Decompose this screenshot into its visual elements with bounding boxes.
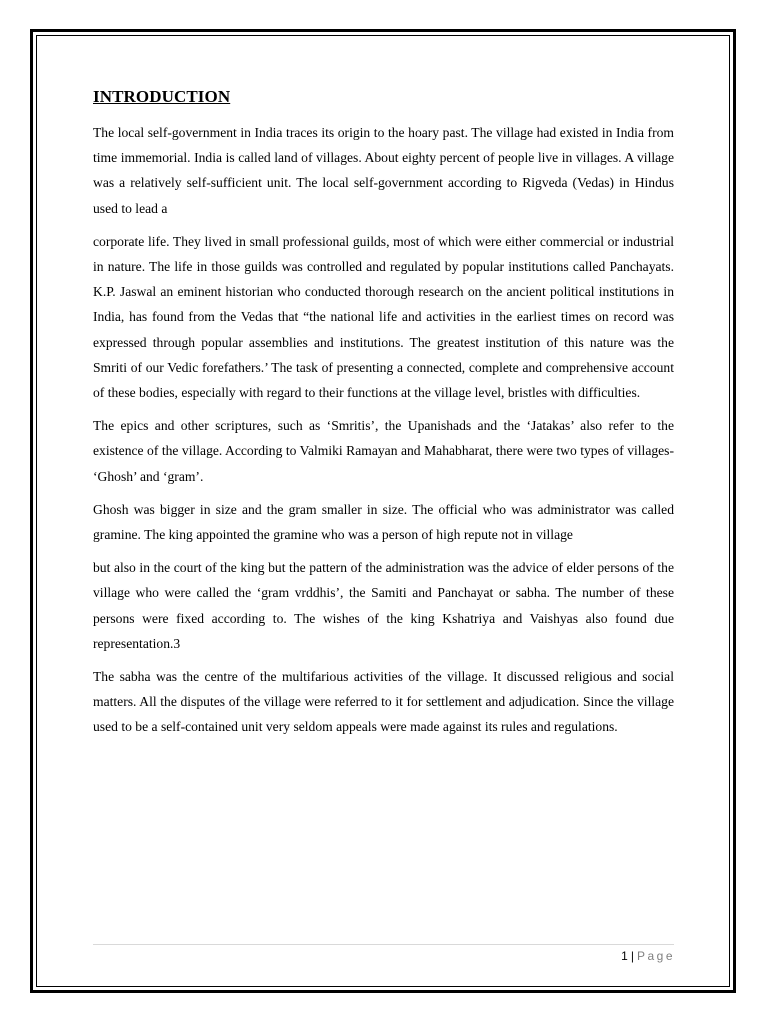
page-label: Page xyxy=(636,949,675,963)
document-body xyxy=(93,86,674,748)
paragraph-2: corporate life. They lived in small professional guilds, most of which were either commercial or industrial in nature. The life in those guilds was controlled and regulated by popular institutions called Panchayats. K.P. Jaswal an eminent historian who conducted thorough research on the ancient political institutions in India, has found from the Vedas that “the national life and activities in the earliest times on record was expressed through popular assemblies and institutions. The greatest institution of this nature was the Smriti of our Vedic forefathers.’ The task of presenting a connected, complete and comprehensive account of these bodies, especially with regard to their functions at the village level, bristles with difficulties. xyxy=(93,233,674,401)
paragraph-4: Ghosh was bigger in size and the gram smaller in size. The official who was administrator was called gramine. The king appointed the gramine who was a person of high repute not in village xyxy=(93,501,674,543)
paragraph-6: The sabha was the centre of the multifarious activities of the village. It discussed religious and social matters. All the disputes of the village were referred to it for settlement and adjudication. Since the village used to be a self-contained unit very seldom appeals were made against its rules and regulations. xyxy=(93,669,674,735)
paragraph-1: The local self-government in India traces its origin to the hoary past. The village had existed in India from time immemorial. India is called land of villages. About eighty percent of people live in villages. A village was a relatively self-sufficient unit. The local self-government according to Rigveda (Vedas) in Hindus used to lead a xyxy=(93,125,674,216)
paragraph-3: The epics and other scriptures, such as ‘Smritis’, the Upanishads and the ‘Jatakas’ also refer to the existence of the village. According to Valmiki Ramayan and Mahabharat, there were two types of villages- ‘Ghosh’ and ‘gram’. xyxy=(93,418,674,484)
page-heading: INTRODUCTION xyxy=(93,87,231,106)
page-footer xyxy=(621,947,675,965)
footer-divider xyxy=(93,944,674,945)
paragraph-5: but also in the court of the king but the pattern of the administration was the advice of elder persons of the village who were called the ‘gram vrddhis’, the Samiti and Panchayat or sabha. The number of these persons were fixed according to. The wishes of the king Kshatriya and Vaishyas also found due representation.3 xyxy=(93,560,674,651)
page-number: 1 xyxy=(621,949,628,963)
footer-separator: | xyxy=(630,949,634,963)
